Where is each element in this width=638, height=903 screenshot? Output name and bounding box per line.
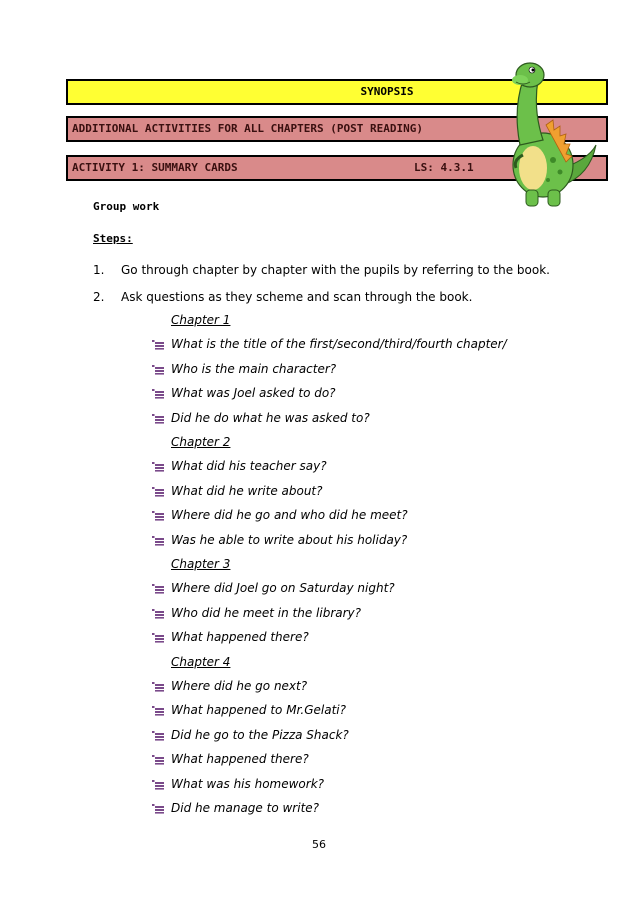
question-text: Where did he go and who did he meet? (171, 508, 408, 523)
question-text: What is the title of the first/second/third/fourth chapter/ (171, 337, 507, 352)
question-text: Did he do what he was asked to? (171, 410, 370, 425)
question-text: What happened to Mr.Gelati? (171, 703, 346, 718)
learning-standard: LS: 4.3.1 (414, 161, 474, 174)
page-number: 56 (312, 838, 326, 851)
group-work-label: Group work (93, 200, 160, 213)
question-text: Where did he go next? (171, 679, 308, 693)
question-text: Where did Joel go on Saturday night? (171, 581, 395, 596)
chapter-heading: Chapter 3 (171, 557, 231, 571)
steps-label: Steps: (93, 232, 133, 245)
question-text: Who did he meet in the library? (171, 605, 362, 620)
dinosaur-illustration (498, 50, 598, 210)
question-text: Did he manage to write? (171, 801, 320, 815)
chapter-heading: Chapter 1 (171, 313, 231, 327)
step-number: 2. (93, 290, 105, 304)
question-text: What happened there? (171, 752, 309, 767)
question-text: Did he go to the Pizza Shack? (171, 727, 349, 742)
question-text: What happened there? (171, 630, 309, 645)
question-text: What was his homework? (171, 776, 325, 791)
synopsis-title: SYNOPSIS (360, 85, 414, 98)
question-text: What did his teacher say? (171, 459, 327, 474)
question-text: What was Joel asked to do? (171, 386, 336, 401)
additional-activities-title: ADDITIONAL ACTIVITIES FOR ALL CHAPTERS (POST READING) (72, 122, 423, 135)
question-text: Who is the main character? (171, 361, 337, 376)
chapter-heading: Chapter 2 (171, 435, 231, 449)
question-text: What did he write about? (171, 483, 323, 498)
question-text: Was he able to write about his holiday? (171, 532, 408, 547)
step-text: Go through chapter by chapter with the pupils by referring to the book. (121, 263, 550, 277)
chapter-heading: Chapter 4 (171, 654, 231, 669)
activity-title: ACTIVITY 1: SUMMARY CARDS (72, 161, 238, 174)
step-text: Ask questions as they scheme and scan through the book. (121, 290, 473, 304)
step-number: 1. (93, 263, 105, 277)
